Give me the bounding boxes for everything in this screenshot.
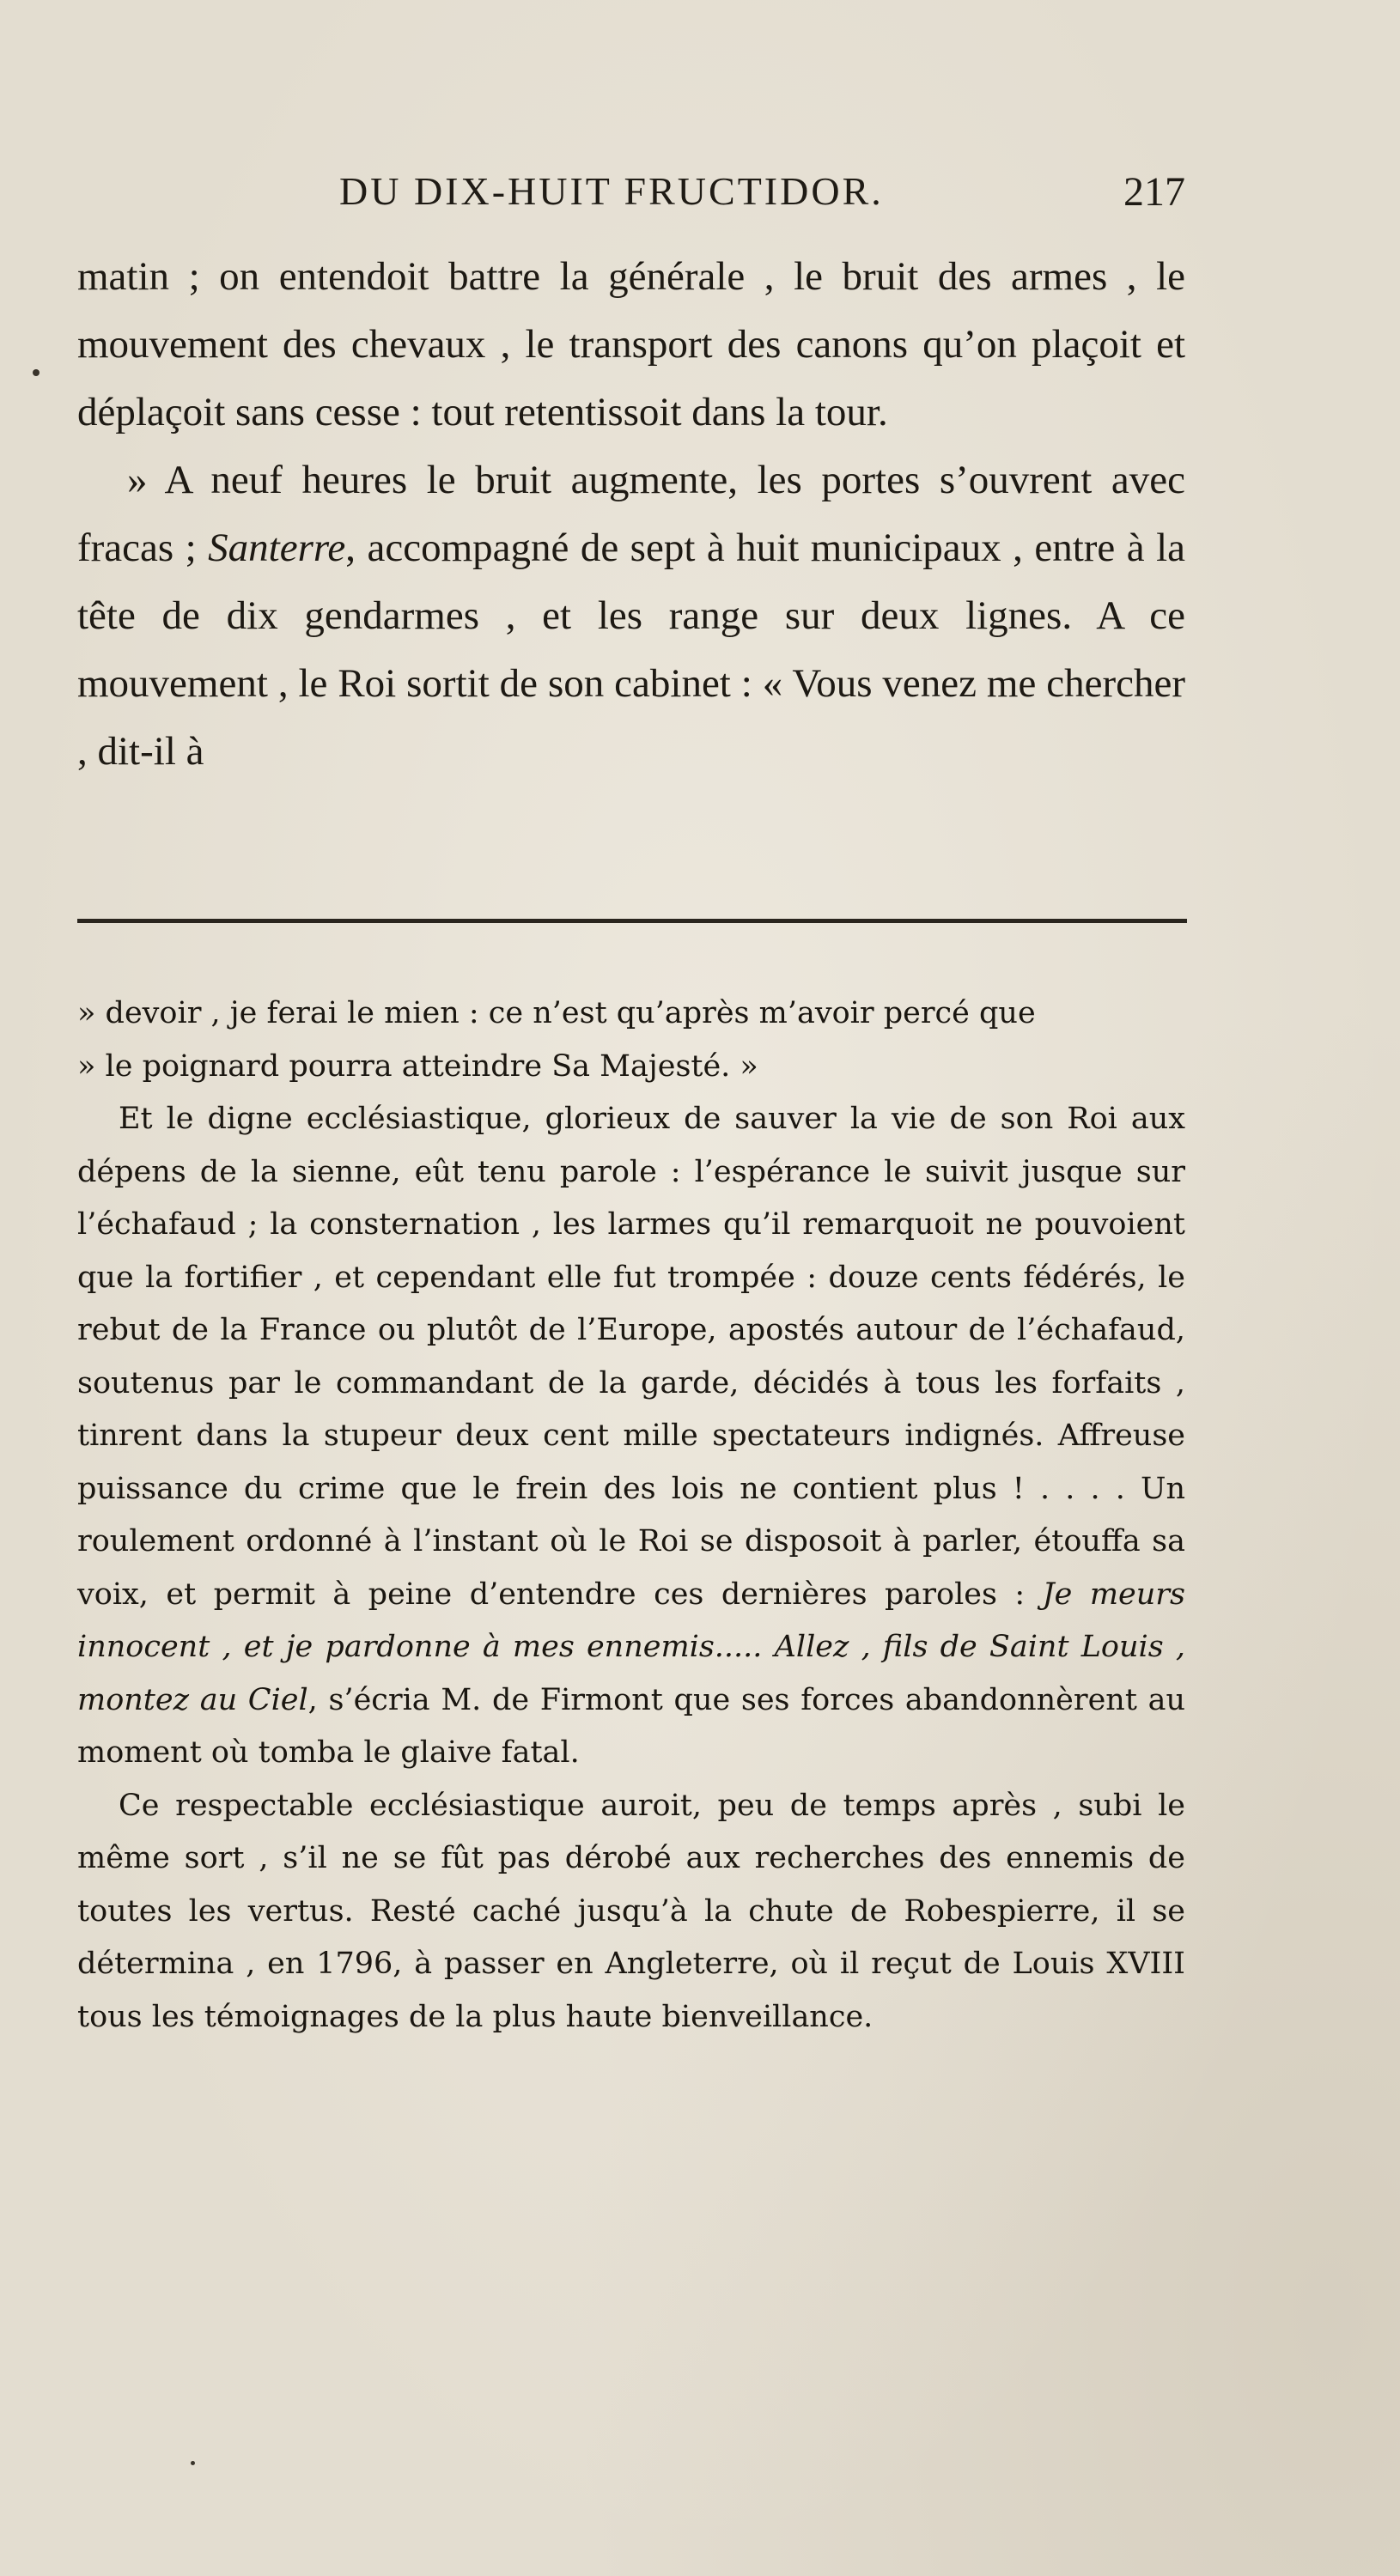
page-number: 217 xyxy=(1123,169,1185,215)
main-paragraph-2 xyxy=(77,447,1185,786)
footnote-paragraph-1 xyxy=(77,1093,1185,1780)
footnote-paragraph-2: Ce respectable ecclésiastique auroit, peu de temps après , subi le même sort , s’il ne se fût pas dérobé aux recherches des ennemis de toutes les vertus. Resté caché jusqu’à la chute de Robespierre, il se détermina , en 1796, à passer en Angleterre, où il reçut de Louis XVIII tous les témoignages de la plus haute bienveillance. xyxy=(77,1788,1185,2034)
last-words-quote: Je meurs innocent , et je pardonne à mes ennemis..... xyxy=(77,1577,1185,1664)
firmont-quote: Allez , fils de Saint Louis , montez au Ciel xyxy=(77,1630,1185,1717)
main-paragraph-2-start: » A neuf heures le bruit augmente, les portes s’ouvrent avec fracas ; xyxy=(77,458,1185,570)
footnote xyxy=(77,987,1185,2044)
footnote-quote-line-2: » le poignard pourra atteindre Sa Majesté. » xyxy=(77,1048,758,1084)
running-head: DU DIX-HUIT FRUCTIDOR. xyxy=(339,169,884,213)
footnote-separator-rule xyxy=(77,919,1187,923)
main-paragraph-2-rest: , accompagné de sept à huit municipaux , entre à la tête de dix gendarmes , et les range sur deux lignes. A ce mouvement , le Roi sortit de son cabinet : « Vous venez me chercher , dit-il à xyxy=(77,526,1185,774)
footnote-quote-line-1: » devoir , je ferai le mien : ce n’est qu’après m’avoir percé que xyxy=(77,996,1036,1030)
ink-speck xyxy=(191,2461,195,2465)
footnote-paragraph-1-end: , s’écria M. de Firmont que ses forces abandonnèrent au moment où tomba le glaive fatal. xyxy=(77,1682,1186,1770)
ink-speck xyxy=(33,369,40,376)
page-header xyxy=(77,168,1185,220)
main-paragraph-1: matin ; on entendoit battre la générale , le bruit des armes , le mouvement des chevaux , le transport des canons qu’on plaçoit et déplaçoit sans cesse : tout retentissoit dans la tour. xyxy=(77,254,1185,434)
footnote-paragraph-1-text: Et le digne ecclésiastique, glorieux de sauver la vie de son Roi aux dépens de la sienne, eût tenu parole : l’espérance le suivit jusque sur l’échafaud ; la consternation , les larmes qu’il remarquoit ne pouvoient que la fortifier , et cependant elle fut trompée : douze cents fédérés, le rebut de la France ou plutôt de l’Europe, apostés autour de l’échafaud, soutenus par le commandant de la garde, décidés à tous les forfaits , tinrent dans la stupeur deux cent mille spectateurs indignés. Affreuse puissance du crime que le frein des lois ne contient plus ! . . . . Un roulement ordonné à l’instant où le Roi se disposoit à parler, étouffa sa voix, et permit à peine d’entendre ces dernières paroles : xyxy=(77,1102,1185,1612)
name-santerre: Santerre xyxy=(208,526,346,570)
main-text xyxy=(77,243,1185,786)
